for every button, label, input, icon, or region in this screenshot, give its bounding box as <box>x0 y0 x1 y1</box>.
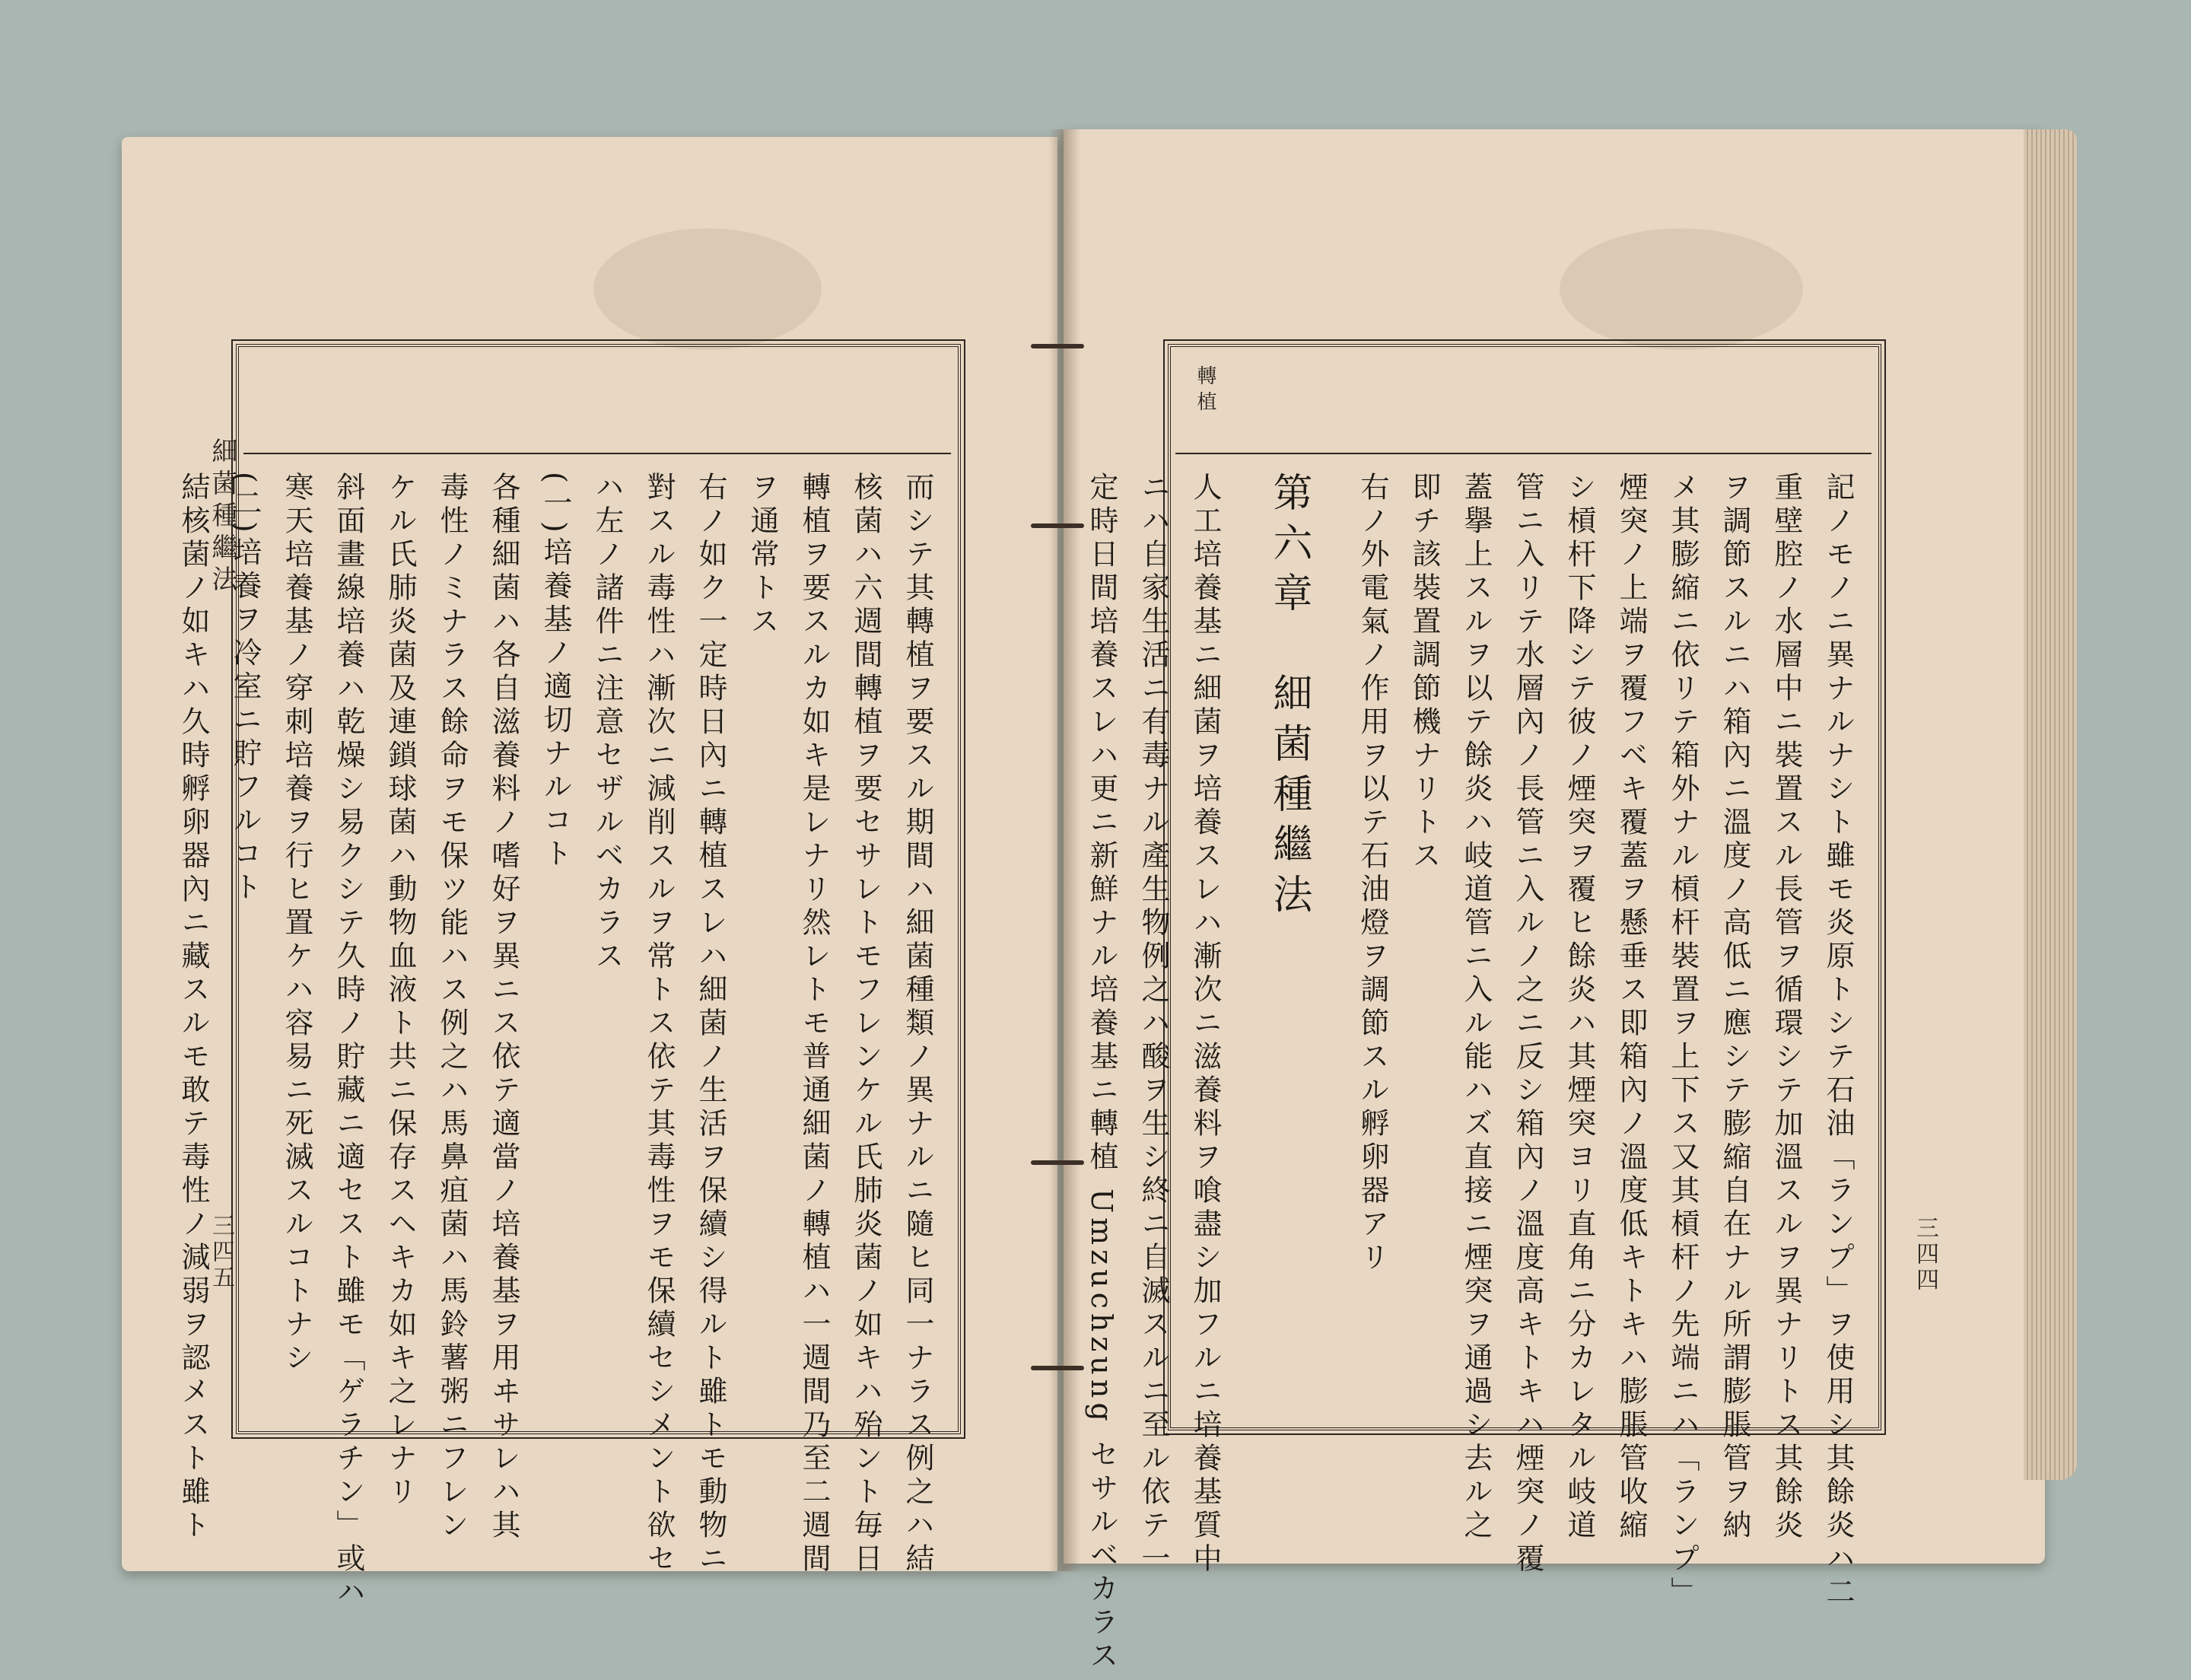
text-line: 人工培養基ニ細菌ヲ培養スレハ漸次ニ滋養料ヲ喰盡シ加フルニ培養基質中 <box>1188 472 1222 1577</box>
text-line: 蓋擧上スルヲ以テ餘炎ハ岐道管ニ入ル能ハズ直接ニ煙突ヲ通過シ去ル之 <box>1459 472 1493 1543</box>
left-header-rule <box>243 453 951 454</box>
text-line: 重壁腔ノ水層中ニ裝置スル長管ヲ循環シテ加溫スルヲ異ナリトス其餘炎 <box>1770 472 1803 1543</box>
text-line: 記ノモノニ異ナルナシト雖モ炎原トシテ石油「ランプ」ヲ使用シ其餘炎ハ二 <box>1821 472 1855 1610</box>
text-line: 右ノ外電氣ノ作用ヲ以テ石油燈ヲ調節スル孵卵器アリ <box>1356 472 1389 1275</box>
left-running-head: 細菌種繼法 <box>207 438 237 597</box>
text-line: ヲ通常トス <box>746 472 779 639</box>
binding-stitch <box>1031 344 1084 348</box>
text-line: 轉植ヲ要スルカ如キ是レナリ然レトモ普通細菌ノ轉植ハ一週間乃至二週間 <box>797 472 831 1577</box>
right-header-rule <box>1175 453 1871 454</box>
text-line: 毒性ノミナラス餘命ヲモ保ツ能ハス例之ハ馬鼻疽菌ハ馬鈴薯粥ニフレン <box>435 472 469 1543</box>
text-line: 各種細菌ハ各自滋養料ノ嗜好ヲ異ニス依テ適當ノ培養基ヲ用ヰサレハ其 <box>487 472 520 1543</box>
text-line: メ其膨縮ニ依リテ箱外ナル槓杆裝置ヲ上下ス又其槓杆ノ先端ニハ「ランプ」 <box>1666 472 1700 1610</box>
text-line: 管ニ入リテ水層內ノ長管ニ入ルノ之ニ反シ箱內ノ溫度高キトキハ煙突ノ覆 <box>1511 472 1544 1577</box>
right-page-number: 三四四 <box>1912 1216 1938 1293</box>
chapter-heading: 第六章 細菌種繼法 <box>1266 472 1312 924</box>
text-line: 結核菌ノ如キハ久時孵卵器內ニ藏スルモ敢テ毒性ノ減弱ヲ認メスト雖ト <box>176 472 210 1543</box>
text-line: 核菌ハ六週間轉植ヲ要セサレトモフレンケル氏肺炎菌ノ如キハ殆ント毎日 <box>849 472 882 1577</box>
text-line: ヲ調節スルニハ箱內ニ溫度ノ高低ニ應シテ膨縮自在ナル所謂膨脹管ヲ納 <box>1718 472 1751 1543</box>
foxing-stain <box>593 228 822 350</box>
text-line: 煙突ノ上端ヲ覆フベキ覆蓋ヲ懸垂ス即箱內ノ溫度低キトキハ膨脹管收縮 <box>1614 472 1648 1543</box>
right-body-text <box>1085 472 1864 1674</box>
text-line: 斜面畫線培養ハ乾燥シ易クシテ久時ノ貯藏ニ適セスト雖モ「ゲラチン」或ハ <box>332 472 365 1610</box>
text-line: 寒天培養基ノ穿刺培養ヲ行ヒ置ケハ容易ニ死滅スルコトナシ <box>280 472 313 1376</box>
text-line: (一)培養基ノ適切ナルコト <box>539 472 572 872</box>
text-line: シ槓杆下降シテ彼ノ煙突ヲ覆ヒ餘炎ハ其煙突ヨリ直角ニ分カレタル岐道 <box>1563 472 1596 1543</box>
foxing-stain <box>1560 228 1803 350</box>
text-line: ニハ自家生活ニ有毒ナル產生物例之ハ酸ヲ生シ終ニ自滅スルニ至ル依テ一 <box>1137 472 1170 1577</box>
text-line: ハ左ノ諸件ニ注意セザルベカラス <box>590 472 624 974</box>
left-page-number: 三四五 <box>208 1214 234 1291</box>
page-edges <box>2024 129 2077 1480</box>
text-line: 定時日間培養スレハ更ニ新鮮ナル培養基ニ轉植 Umzuchzung セサルベカラス <box>1085 472 1118 1674</box>
text-line: 對スル毒性ハ漸次ニ減削スルヲ常トス依テ其毒性ヲモ保續セシメント欲セ <box>642 472 676 1577</box>
text-line: 而シテ其轉植ヲ要スル期間ハ細菌種類ノ異ナルニ隨ヒ同一ナラス例之ハ結 <box>901 472 934 1577</box>
right-running-head: 轉植 <box>1194 365 1216 417</box>
text-line: 右ノ如ク一定時日內ニ轉植スレハ細菌ノ生活ヲ保續シ得ルト雖トモ動物ニ <box>694 472 727 1577</box>
text-line: (二)培養ヲ冷室ニ貯フルコト <box>228 472 262 905</box>
text-line: ケル氏肺炎菌及連鎖球菌ハ動物血液ト共ニ保存スヘキカ如キ之レナリ <box>383 472 417 1510</box>
text-line: 即チ該裝置調節機ナリトス <box>1407 472 1441 873</box>
